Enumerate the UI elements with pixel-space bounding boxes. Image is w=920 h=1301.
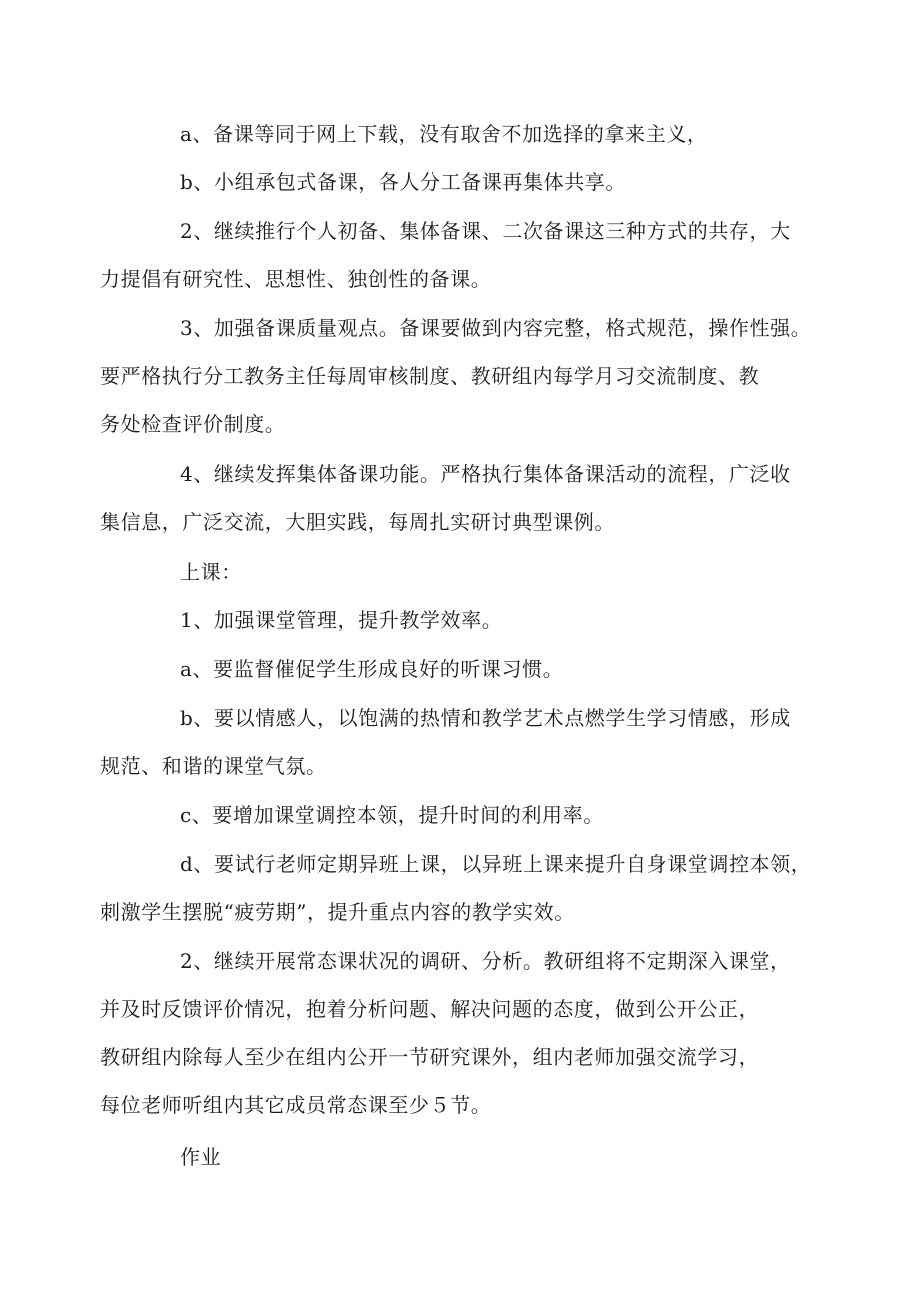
paragraph-line: 教研组内除每人至少在组内公开一节研究课外，组内老师加强交流学习， — [100, 1045, 760, 1069]
paragraph — [100, 304, 812, 448]
paragraph-line: 4、继续发挥集体备课功能。严格执行集体备课活动的流程，广泛收 — [180, 462, 791, 486]
paragraph-line: d、要试行老师定期异班上课，以异班上课来提升自身课堂调控本领， — [180, 852, 812, 876]
paragraph — [140, 791, 800, 839]
paragraph-line: 规范、和谐的课堂气氛。 — [100, 754, 327, 778]
paragraph-line: 上课： — [180, 560, 242, 584]
paragraph-line: 刺激学生摆脱“疲劳期”，提升重点内容的教学实效。 — [100, 900, 575, 924]
paragraph — [100, 450, 800, 546]
paragraph-line: 3、加强备课质量观点。备课要做到内容完整，格式规范，操作性强。 — [180, 316, 812, 340]
paragraph — [100, 207, 800, 303]
paragraph — [100, 694, 800, 790]
paragraph-line: 2、继续开展常态课状况的调研、分析。教研组将不定期深入课堂， — [180, 949, 791, 973]
paragraph-line: b、小组承包式备课，各人分工备课再集体共享。 — [180, 170, 627, 194]
paragraph-line: 力提倡有研究性、思想性、独创性的备课。 — [100, 267, 492, 291]
section-heading — [140, 548, 800, 596]
paragraph — [100, 840, 812, 936]
paragraph — [140, 110, 800, 158]
paragraph-line: 并及时反馈评价情况，抱着分析问题、解决问题的态度，做到公开公正， — [100, 997, 760, 1021]
paragraph-line: 集信息，广泛交流，大胆实践，每周扎实研讨典型课例。 — [100, 510, 615, 534]
paragraph-line: 务处检查评价制度。 — [100, 412, 286, 436]
paragraph-line: a、备课等同于网上下载，没有取舍不加选择的拿来主义， — [180, 122, 708, 146]
paragraph-line: 作业 — [180, 1145, 222, 1169]
paragraph-line: c、要增加课堂调控本领，提升时间的利用率。 — [180, 803, 604, 827]
paragraph-line: 2、继续推行个人初备、集体备课、二次备课这三种方式的共存，大 — [180, 219, 791, 243]
paragraph — [140, 158, 800, 206]
section-heading — [140, 1133, 800, 1181]
paragraph — [100, 937, 800, 1129]
paragraph — [140, 645, 800, 693]
paragraph-line: 要严格执行分工教务主任每周审核制度、教研组内每学月习交流制度、教 — [100, 364, 760, 388]
paragraph-line: b、要以情感人，以饱满的热情和教学艺术点燃学生学习情感，形成 — [180, 706, 791, 730]
paragraph-line: 每位老师听组内其它成员常态课至少５节。 — [100, 1093, 492, 1117]
paragraph-line: 1、加强课堂管理，提升教学效率。 — [180, 608, 503, 632]
paragraph-line: a、要监督催促学生形成良好的听课习惯。 — [180, 657, 564, 681]
paragraph — [140, 596, 800, 644]
